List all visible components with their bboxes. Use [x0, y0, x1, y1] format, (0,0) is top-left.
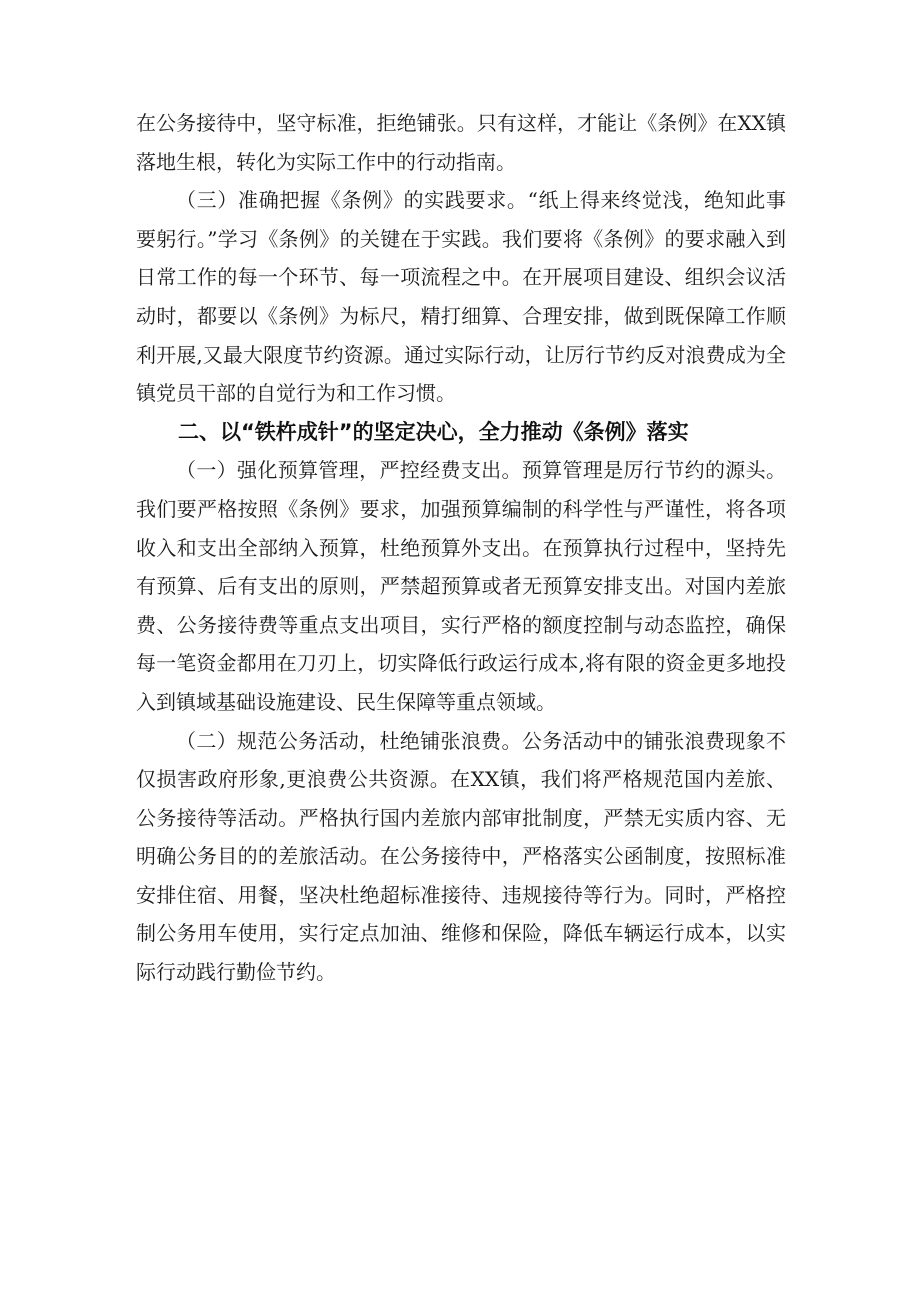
document-body — [136, 104, 786, 992]
paragraph-practice-requirements: （三）准确把握《条例》的实践要求。“纸上得来终觉浅，绝知此事要躬行。”学习《条例》的关键在于实践。我们要将《条例》的要求融入到日常工作的每一个环节、每一项流程之中。在开展项目建设、组织会议活动时，都要以《条例》为标尺，精打细算、合理安排，做到既保障工作顺利开展,又最大限度节约资源。通过实际行动，让厉行节约反对浪费成为全镇党员干部的自觉行为和工作习惯。 — [136, 188, 786, 406]
section-heading: 二、以“铁杵成针”的坚定决心，全力推动《条例》落实 — [178, 419, 689, 444]
paragraph-budget-management: （一）强化预算管理，严控经费支出。预算管理是厉行节约的源头。我们要严格按照《条例》要求，加强预算编制的科学性与严谨性，将各项收入和支出全部纳入预算，杜绝预算外支出。在预算执行过程中，坚持先有预算、后有支出的原则，严禁超预算或者无预算安排支出。对国内差旅费、公务接待费等重点支出项目，实行严格的额度控制与动态监控，确保每一笔资金都用在刀刃上，切实降低行政运行成本,将有限的资金更多地投入到镇域基础设施建设、民生保障等重点领域。 — [136, 458, 786, 714]
paragraph-conclusion-previous: 在公务接待中，坚守标准，拒绝铺张。只有这样，才能让《条例》在XX镇落地生根，转化为实际工作中的行动指南。 — [136, 111, 786, 174]
paragraph-official-activities: （二）规范公务活动，杜绝铺张浪费。公务活动中的铺张浪费现象不仅损害政府形象,更浪费公共资源。在XX镇，我们将严格规范国内差旅、公务接待等活动。严格执行国内差旅内部审批制度，严禁无实质内容、无明确公务目的的差旅活动。在公务接待中，严格落实公函制度，按照标准安排住宿、用餐，坚决杜绝超标准接待、违规接待等行为。同时，严格控制公务用车使用，实行定点加油、维修和保险，降低车辆运行成本，以实际行动践行勤俭节约。 — [136, 728, 786, 985]
